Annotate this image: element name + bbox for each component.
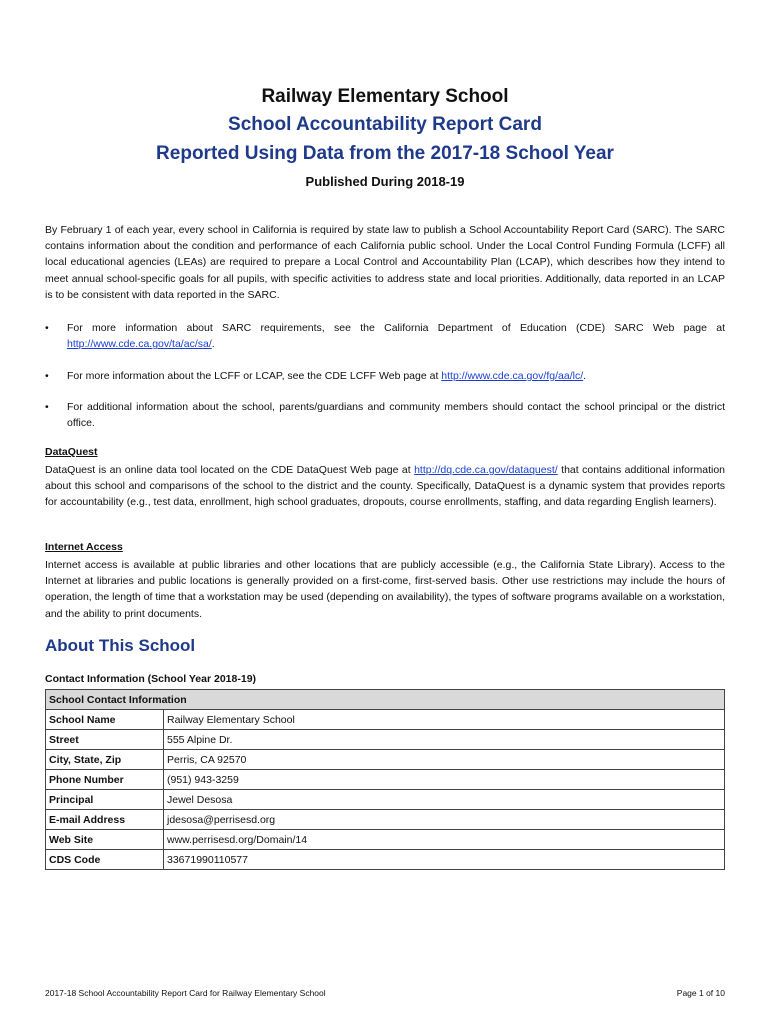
footer-report-title: 2017-18 School Accountability Report Card for Railway Elementary School	[45, 988, 326, 998]
row-value: jdesosa@perrisesd.org	[164, 810, 725, 830]
row-value: (951) 943-3259	[164, 770, 725, 790]
row-label: School Name	[46, 710, 164, 730]
row-value: Railway Elementary School	[164, 710, 725, 730]
sarc-link[interactable]: http://www.cde.ca.gov/ta/ac/sa/	[67, 338, 212, 351]
row-value: 555 Alpine Dr.	[164, 730, 725, 750]
school-name-title: Railway Elementary School	[261, 86, 509, 107]
published-subtitle: Published During 2018-19	[305, 174, 465, 189]
table-header-row	[46, 690, 725, 710]
bullet-text: For more information about SARC requirements, see the California Department of Education (CDE) SARC Web page at http://www.cde.ca.gov/ta/ac/sa/.	[67, 322, 725, 351]
row-label: Street	[46, 730, 164, 750]
row-value: Perris, CA 92570	[164, 750, 725, 770]
table-row	[46, 710, 725, 730]
row-label: Web Site	[46, 830, 164, 850]
dataquest-paragraph: DataQuest is an online data tool located on the CDE DataQuest Web page at http://dq.cde.ca.gov/dataquest/ that contains additional information about this school and comparisons of the school to the district and the county. Specifically, DataQuest is a dynamic system that provides reports for accountability (e.g., test data, enrollment, high school graduates, dropouts, course enrollments, staffing, and data regarding English learners).	[45, 464, 725, 509]
table-row	[46, 730, 725, 750]
table-row	[46, 810, 725, 830]
about-school-heading: About This School	[45, 636, 196, 655]
row-value: www.perrisesd.org/Domain/14	[164, 830, 725, 850]
table-row	[46, 750, 725, 770]
bullet-symbol: •	[45, 322, 49, 334]
table-row	[46, 790, 725, 810]
table-row	[46, 830, 725, 850]
dataquest-heading: DataQuest	[45, 446, 98, 458]
lcff-link[interactable]: http://www.cde.ca.gov/fg/aa/lc/	[441, 370, 584, 382]
table-row	[46, 770, 725, 790]
row-label: CDS Code	[46, 850, 164, 870]
contact-table-caption: Contact Information (School Year 2018-19)	[45, 673, 257, 685]
row-value: 33671990110577	[164, 850, 725, 870]
internet-access-paragraph: Internet access is available at public libraries and other locations that are publicly accessible (e.g., the California State Library). Access to the Internet at libraries and public locations is generally provided on a first-come, first-served basis. Other use restrictions may include the hours of operation, the length of time that a workstation may be used (depending on availability), the types of software programs available on a workstation, and the ability to print documents.	[45, 559, 725, 620]
bullet-text: For additional information about the school, parents/guardians and community members should contact the school principal or the district office.	[67, 401, 725, 430]
bullet-symbol: •	[45, 370, 49, 382]
table-row	[46, 850, 725, 870]
row-label: City, State, Zip	[46, 750, 164, 770]
reported-year-title: Reported Using Data from the 2017-18 School Year	[156, 143, 614, 164]
table-header-cell: School Contact Information	[46, 690, 725, 710]
intro-paragraph: By February 1 of each year, every school in California is required by state law to publish a School Accountability Report Card (SARC). The SARC contains information about the condition and performance of each California public school. Under the Local Control Funding Formula (LCFF) all local educational agencies (LEAs) are required to prepare a Local Control and Accountability Plan (LCAP), which describes how they intend to meet annual school-specific goals for all pupils, with specific activities to address state and local priorities. Additionally, data reported in an LCAP is to be consistent with data reported in the SARC.	[45, 224, 725, 301]
report-name-title: School Accountability Report Card	[228, 114, 542, 135]
bullet-symbol: •	[45, 401, 49, 413]
row-value: Jewel Desosa	[164, 790, 725, 810]
internet-access-heading: Internet Access	[45, 541, 123, 553]
row-label: Principal	[46, 790, 164, 810]
row-label: Phone Number	[46, 770, 164, 790]
footer-page-number: Page 1 of 10	[676, 988, 725, 998]
bullet-text: For more information about the LCFF or LCAP, see the CDE LCFF Web page at http://www.cde.ca.gov/fg/aa/lc/.	[67, 370, 587, 382]
row-label: E-mail Address	[46, 810, 164, 830]
contact-info-table	[45, 689, 725, 870]
dataquest-link[interactable]: http://dq.cde.ca.gov/dataquest/	[414, 464, 558, 476]
